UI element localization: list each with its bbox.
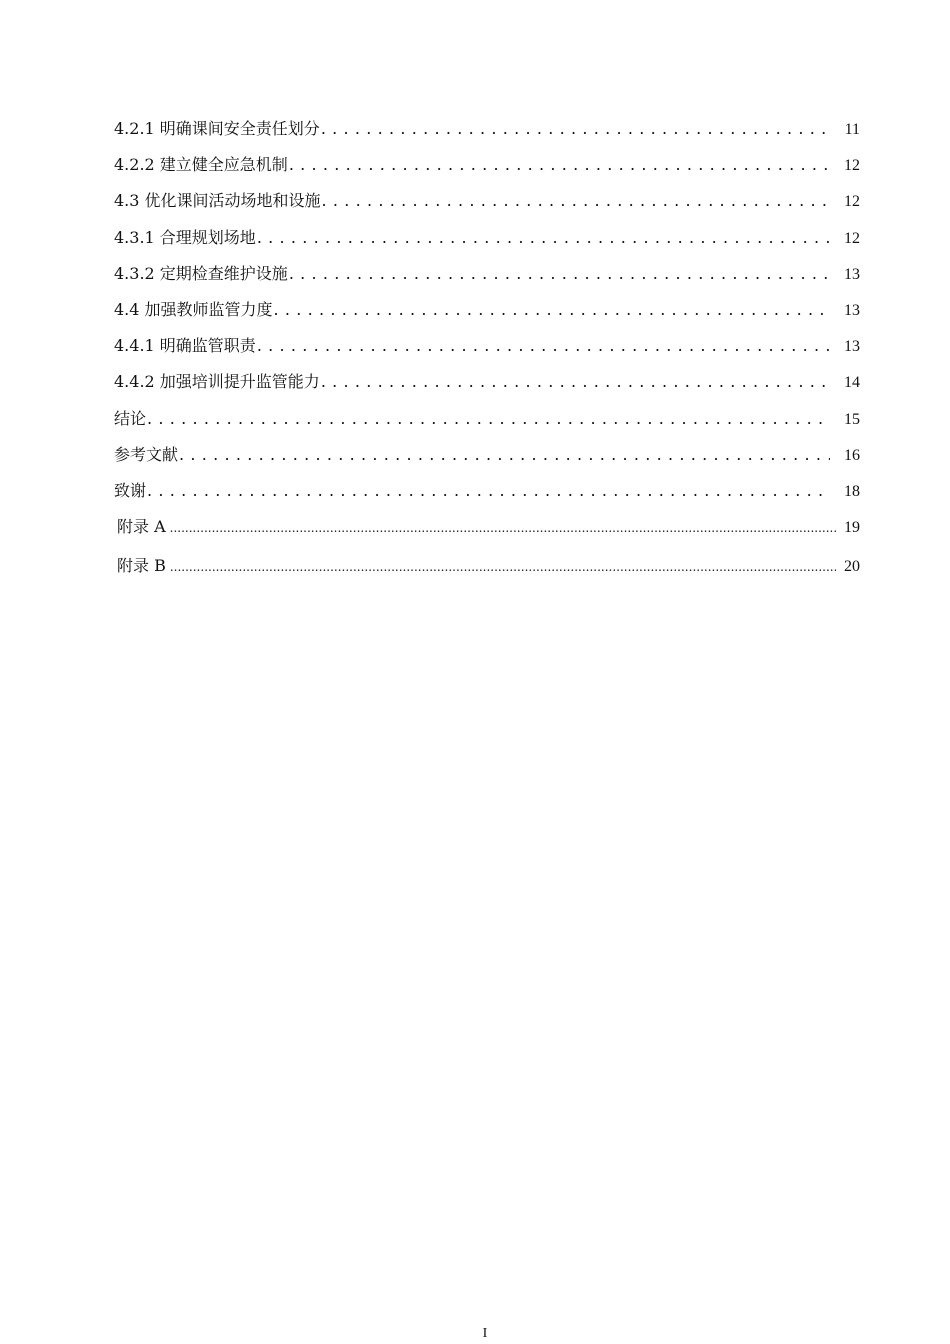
toc-entry-title: 4.4.2 加强培训提升监管能力 <box>114 372 320 392</box>
toc-entry-title: 4.3 优化课间活动场地和设施 <box>114 191 321 211</box>
toc-entry-title: 结论 <box>114 408 147 428</box>
page-number: I <box>482 1326 488 1341</box>
toc-dot-leader <box>147 481 830 500</box>
toc-entry[interactable] <box>114 261 860 297</box>
toc-dot-leader <box>321 119 830 138</box>
toc-entry-page: 13 <box>844 265 860 283</box>
toc-entry-title: 4.2.2 建立健全应急机制 <box>114 155 288 175</box>
toc-entry[interactable] <box>114 442 860 478</box>
toc-dot-leader <box>289 264 830 283</box>
toc-entry-page: 20 <box>844 557 860 575</box>
toc-entry-page: 16 <box>844 446 860 464</box>
toc-entry-title: 4.4 加强教师监管力度 <box>114 299 273 319</box>
toc-entry-page: 12 <box>844 229 860 247</box>
toc-entry-page: 13 <box>844 338 860 356</box>
toc-dot-leader <box>257 336 830 355</box>
toc-entry[interactable] <box>114 369 860 405</box>
toc-dot-leader <box>179 445 830 464</box>
toc-entry[interactable] <box>114 553 860 592</box>
table-of-contents <box>114 116 860 591</box>
toc-entry-title: 附录 A <box>117 517 166 537</box>
toc-entry-page: 11 <box>844 121 860 138</box>
toc-entry[interactable] <box>114 152 860 188</box>
toc-entry-title: 参考文献 <box>114 444 179 464</box>
toc-entry-page: 12 <box>844 157 860 175</box>
toc-dot-leader <box>321 372 830 391</box>
toc-dot-leader <box>147 409 830 428</box>
toc-dot-leader <box>274 300 830 319</box>
toc-entry[interactable] <box>114 514 860 553</box>
toc-entry-title: 致谢 <box>114 480 147 500</box>
toc-entry[interactable] <box>114 188 860 224</box>
toc-entry[interactable] <box>114 225 860 261</box>
toc-dot-leader <box>322 191 830 210</box>
toc-entry-page: 12 <box>844 193 860 211</box>
toc-entry-page: 15 <box>844 410 860 428</box>
toc-entry-page: 19 <box>844 519 860 537</box>
toc-entry[interactable] <box>114 297 860 333</box>
toc-entry-title: 4.3.2 定期检查维护设施 <box>114 263 288 283</box>
toc-entry[interactable] <box>114 406 860 442</box>
toc-entry-page: 14 <box>844 374 860 392</box>
toc-dot-leader <box>170 517 836 536</box>
toc-dot-leader <box>257 228 830 247</box>
toc-entry[interactable] <box>114 116 860 152</box>
toc-entry[interactable] <box>114 333 860 369</box>
toc-dot-leader <box>170 556 836 575</box>
toc-entry-page: 13 <box>844 301 860 319</box>
toc-entry[interactable] <box>114 478 860 514</box>
toc-dot-leader <box>289 155 830 174</box>
toc-entry-title: 4.3.1 合理规划场地 <box>114 227 256 247</box>
toc-entry-title: 4.2.1 明确课间安全责任划分 <box>114 119 320 138</box>
toc-entry-page: 18 <box>844 482 860 500</box>
toc-entry-title: 4.4.1 明确监管职责 <box>114 336 256 356</box>
toc-entry-title: 附录 B <box>117 555 166 575</box>
